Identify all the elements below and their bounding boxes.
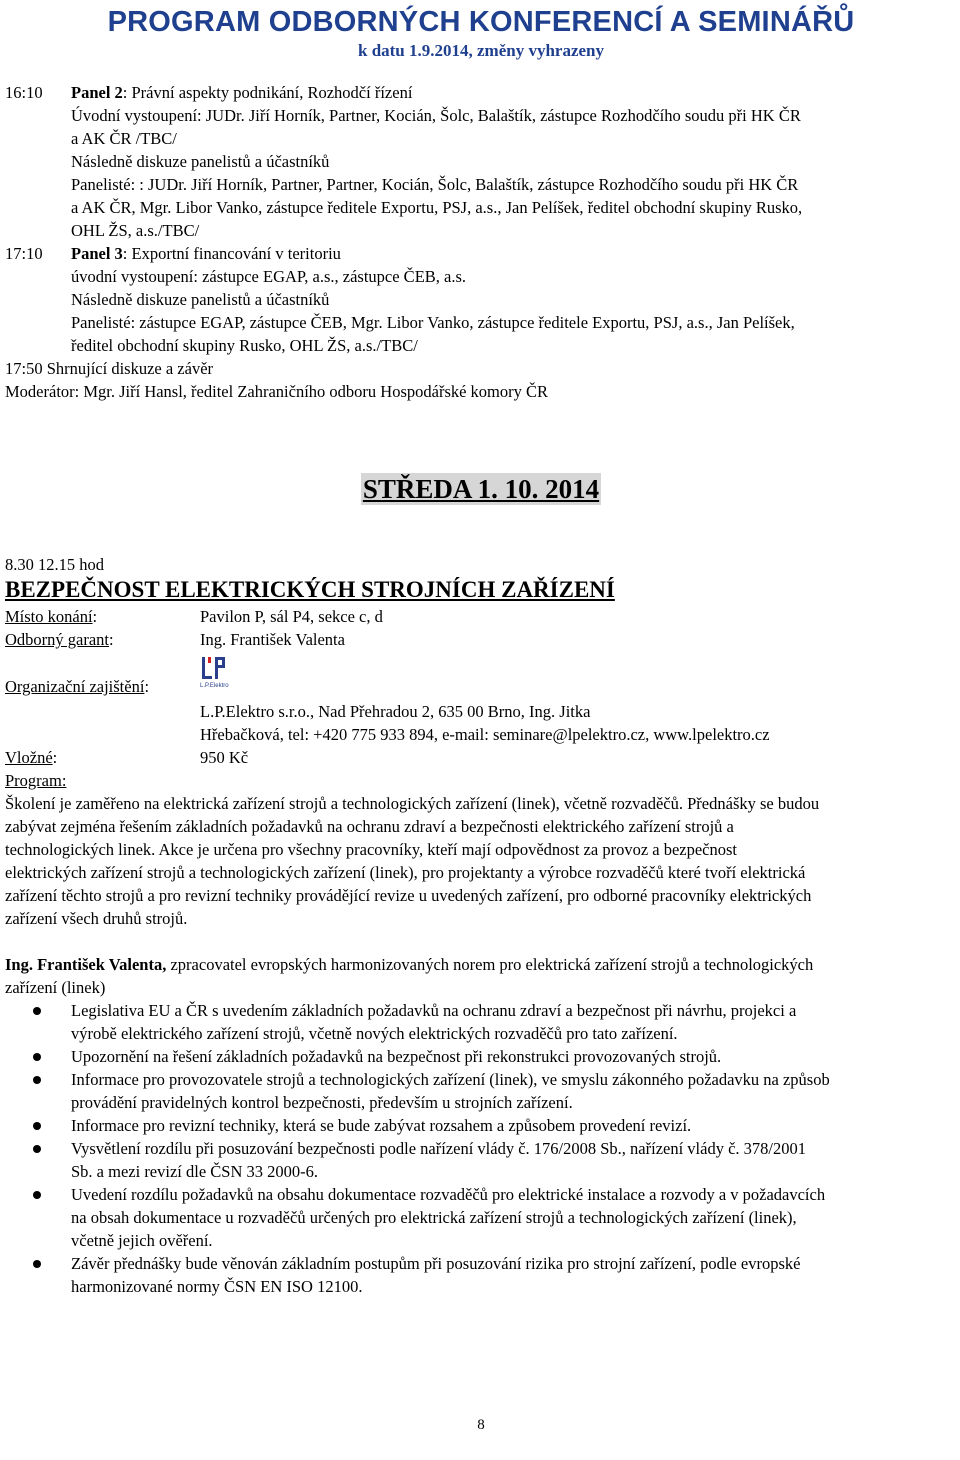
topic-list: [5, 999, 957, 1298]
panel2-line: Panelisté: : JUDr. Jiří Horník, Partner, Partner, Kocián, Šolc, Balaštík, zástupce Rozhodčího soudu při HK ČR: [71, 175, 799, 194]
panel3-line: Následně diskuze panelistů a účastníků: [71, 290, 330, 309]
list-item-line: Sb. a mezi revizí dle ČSN 33 2000-6.: [71, 1162, 319, 1181]
panel2-title-text: : Právní aspekty podnikání, Rozhodčí řízení: [122, 83, 413, 102]
program-line: elektrických zařízení strojů a technologických zařízení (linek), pro projektanty a výrobce rozvaděčů které tvoří elektrická: [5, 863, 806, 882]
panel2-section: [5, 81, 957, 242]
panel2-title-label: Panel 2: [71, 83, 123, 102]
panel3-title-text: : Exportní financování v teritoriu: [122, 244, 341, 263]
list-item-line: Informace pro provozovatele strojů a technologických zařízení (linek), ve smyslu zákonného požadavku na způsob: [71, 1070, 830, 1089]
bullet-icon: [33, 1191, 41, 1199]
panel2-line: Úvodní vystoupení: JUDr. Jiří Horník, Partner, Kocián, Šolc, Balaštík, zástupce Rozhodčího soudu při HK ČR: [71, 106, 801, 125]
bullet-icon: [33, 1122, 41, 1130]
panel3-time: 17:10: [5, 244, 43, 263]
program-label: Program:: [5, 771, 67, 790]
list-item: [5, 1137, 957, 1183]
list-item-line: včetně jejich ověření.: [71, 1231, 213, 1250]
guarantor-value: Ing. František Valenta: [200, 630, 345, 649]
fee-value: 950 Kč: [200, 748, 249, 767]
speaker-info: [5, 953, 957, 999]
guarantor-label: Odborný garant: [5, 630, 110, 649]
day-heading: STŘEDA 1. 10. 2014: [362, 474, 600, 504]
logo-text: L.P.Elektro: [200, 683, 229, 689]
panel3-line: ředitel obchodní skupiny Rusko, OHL ŽS, a.s./TBC/: [71, 336, 418, 355]
speaker-role: zpracovatel evropských harmonizovaných norem pro elektrická zařízení strojů a technologických: [166, 955, 814, 974]
list-item-line: harmonizované normy ČSN EN ISO 12100.: [71, 1277, 363, 1296]
speaker-role-cont: zařízení (linek): [5, 978, 106, 997]
panel2-line: Následně diskuze panelistů a účastníků: [71, 152, 330, 171]
list-item-line: Upozornění na řešení základních požadavků na bezpečnost při rekonstrukci provozovaných strojů.: [71, 1047, 722, 1066]
list-item: [5, 1183, 957, 1252]
speaker-name: Ing. František Valenta,: [5, 955, 167, 974]
bullet-icon: [33, 1260, 41, 1268]
list-item: [5, 1068, 957, 1114]
panel3-title-label: Panel 3: [71, 244, 123, 263]
list-item-line: Uvedení rozdílu požadavků na obsahu dokumentace rozvaděčů pro elektrické instalace a rozvody a v požadavcích: [71, 1185, 826, 1204]
bullet-icon: [33, 1007, 41, 1015]
panel2-line: a AK ČR /TBC/: [71, 129, 177, 148]
program-line: zabývat zejména řešením základních požadavků na ochranu zdraví a bezpečnosti elektrického zařízení strojů a: [5, 817, 734, 836]
org-line: L.P.Elektro s.r.o., Nad Přehradou 2, 635 00 Brno, Ing. Jitka: [200, 702, 591, 721]
org-line: Hřebačková, tel: +420 775 933 894, e-mail: seminare@lpelektro.cz, www.lpelektro.cz: [200, 725, 770, 744]
fee-label: Vložné: [5, 748, 53, 767]
list-item-line: na obsah dokumentace u rozvaděčů určených pro elektrická zařízení strojů a technologických zařízení (linek),: [71, 1208, 797, 1227]
program-subtitle: k datu 1.9.2014, změny vyhrazeny: [357, 41, 605, 60]
list-item: [5, 1114, 957, 1137]
list-item: [5, 999, 957, 1045]
program-line: zařízení všech druhů strojů.: [5, 909, 188, 928]
panel2-time: 16:10: [5, 83, 43, 102]
panel3-line: úvodní vystoupení: zástupce EGAP, a.s., zástupce ČEB, a.s.: [71, 267, 467, 286]
org-label: Organizační zajištění: [5, 677, 145, 696]
program-title: PROGRAM ODBORNÝCH KONFERENCÍ A SEMINÁŘŮ: [107, 6, 855, 38]
bullet-icon: [33, 1145, 41, 1153]
list-item: [5, 1252, 957, 1298]
program-line: technologických linek. Akce je určena pro všechny pracovníky, kteří mají odpovědnost za provoz a bezpečnost: [5, 840, 738, 859]
place-label: Místo konání: [5, 607, 93, 626]
program-text: [5, 792, 957, 930]
lp-elektro-logo: [200, 655, 230, 695]
moderator: Moderátor: Mgr. Jiří Hansl, ředitel Zahraničního odboru Hospodářské komory ČR: [5, 382, 549, 401]
conference-title: BEZPEČNOST ELEKTRICKÝCH STROJNÍCH ZAŘÍZENÍ: [5, 577, 615, 602]
program-line: zařízení těchto strojů a pro revizní techniky provádějící revize u uvedených zařízení, pro odborné pracovníky elektrických: [5, 886, 812, 905]
panel2-line: a AK ČR, Mgr. Libor Vanko, zástupce ředitele Exportu, PSJ, a.s., Jan Pelíšek, ředitel obchodní skupiny Rusko,: [71, 198, 803, 217]
list-item-line: provádění pravidelných kontrol bezpečnosti, především u strojních zařízení.: [71, 1093, 573, 1112]
document-page: [5, 0, 957, 1433]
list-item: [5, 1045, 957, 1068]
list-item-line: Vysvětlení rozdílu při posuzování bezpečnosti podle nařízení vlády č. 176/2008 Sb., nařízení vlády č. 378/2001: [71, 1139, 806, 1158]
panel3-section: [5, 242, 957, 357]
closing-discussion: 17:50 Shrnující diskuze a závěr: [5, 359, 214, 378]
place-value: Pavilon P, sál P4, sekce c, d: [200, 607, 383, 626]
program-line: Školení je zaměřeno na elektrická zařízení strojů a technologických zařízení (linek), včetně rozvaděčů. Přednášky se budou: [5, 794, 820, 813]
page-number: 8: [477, 1417, 485, 1433]
list-item-line: výrobě elektrického zařízení strojů, včetně nových elektrických rozvaděčů pro tato zařízení.: [71, 1024, 678, 1043]
list-item-line: Legislativa EU a ČR s uvedením základních požadavků na ochranu zdraví a bezpečnost při návrhu, projekci a: [71, 1001, 797, 1020]
conference-section: 8.30 12.15 hod BEZPEČNOST ELEKTRICKÝCH STROJNÍCH ZAŘÍZENÍ Místo konání: Pavilon P, sál P4, sekce c, d Odborný garant: Ing. František Valenta Organizační zajištění: L.P.Elektro L.P.Elektro s.r.o., Nad Přehradou 2, 635 00 Brno, Ing. Jitka Hřebačková, tel: +420 775 933 894, e-mail: seminare@lpelektro.cz, www.lpelektro.cz Vložné: 950 Kč Program: Školení je zaměřeno na elektrická zařízení strojů a technologických zařízení (linek), včetně rozvaděčů. Přednášky se budou zabývat zejména řešením základních požadavků na ochranu zdraví a bezpečnosti elektrického zařízení strojů a technologických linek. Akce je určena pro všechny pracovníky, kteří mají odpovědnost za provoz a bezpečnost elektrických zařízení strojů a technologických zařízení (linek), pro projektanty a výrobce rozvaděčů které tvoří elektrická zařízení těchto strojů a pro revizní techniky provádějící revize u uvedených zařízení, pro odborné pracovníky elektrických zařízení všech druhů strojů. Ing. František Valenta, zpracovatel evropských harmonizovaných norem pro elektrická zařízení strojů a technologických zařízení (linek) Legislativa EU a ČR s uvedením základních požadavků na ochranu zdraví a bezpečnost při návrhu, projekci a výrobě elektrického zařízení strojů, včetně nových elektrických rozvaděčů pro tato zařízení. Upozornění na řešení základních požadavků na bezpečnost při rekonstrukci provozovaných strojů. Informace pro provozovatele strojů a technologických zařízení (linek), ve smyslu zákonného požadavku na způsob provádění pravidelných kontrol bezpečnosti, především u strojních zařízení. Informace pro revizní techniky, která se bude zabývat rozsahem a způsobem provedení revizí. Vysvětlení rozdílu při posuzování bezpečnosti podle nařízení vlády č. 176/2008 Sb., nařízení vlády č. 378/2001 Sb. a mezi revizí dle ČSN 33 2000-6. Uvedení rozdílu požadavků na obsahu dokumentace rozvaděčů pro elektrické instalace a rozvody a v požadavcích na obsah dokumentace u rozvaděčů určených pro elektrická zařízení strojů a technologických zařízení (linek), včetně jejich ověření. Závěr přednášky bude věnován základním postupům při posuzování rizika pro strojní zařízení, podle evropské harmonizované normy ČSN EN ISO 12100.: [5, 553, 957, 1298]
bullet-icon: [33, 1053, 41, 1061]
conference-time: 8.30 12.15 hod: [5, 555, 104, 574]
panel3-line: Panelisté: zástupce EGAP, zástupce ČEB, Mgr. Libor Vanko, zástupce ředitele Exportu, PSJ, a.s., Jan Pelíšek,: [71, 313, 795, 332]
panel2-line: OHL ŽS, a.s./TBC/: [71, 221, 200, 240]
list-item-line: Informace pro revizní techniky, která se bude zabývat rozsahem a způsobem provedení revizí.: [71, 1116, 692, 1135]
bullet-icon: [33, 1076, 41, 1084]
list-item-line: Závěr přednášky bude věnován základním postupům při posuzování rizika pro strojní zařízení, podle evropské: [71, 1254, 801, 1273]
